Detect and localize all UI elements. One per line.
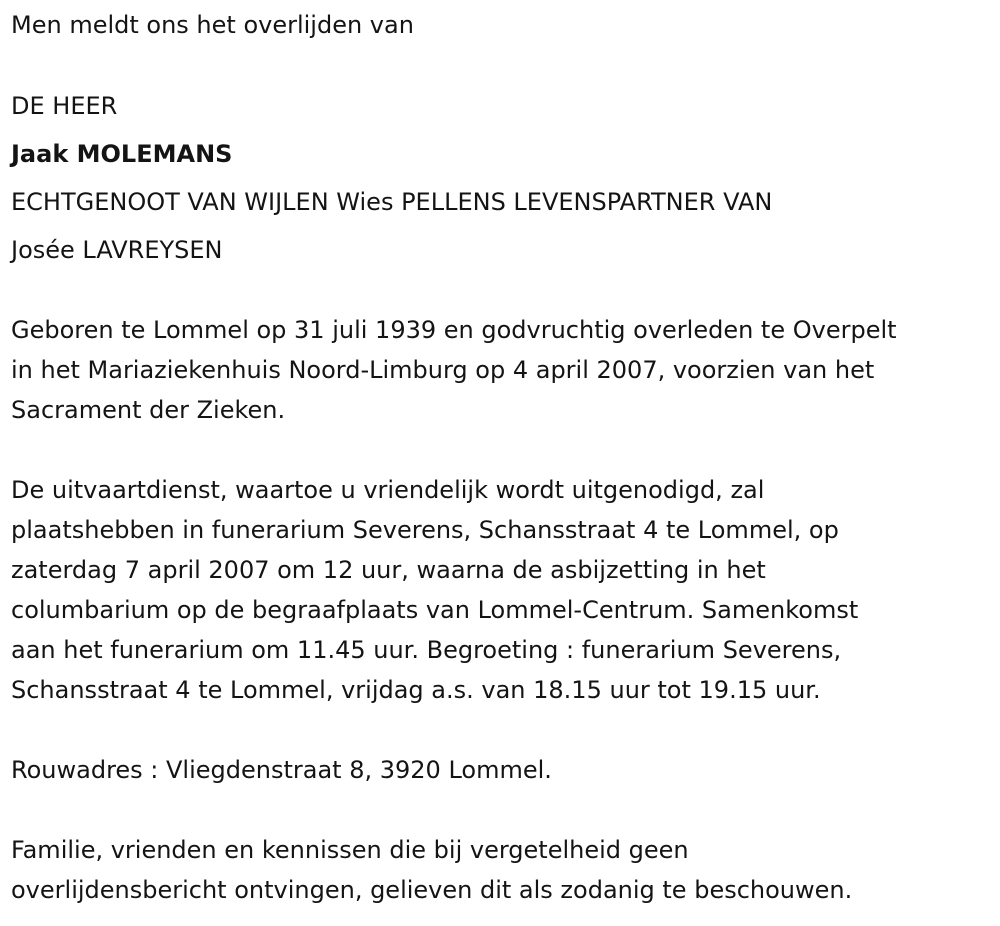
family-notice-paragraph	[11, 830, 852, 910]
paragraph-line: Sacrament der Zieken.	[11, 396, 286, 424]
paragraph-line: zaterdag 7 april 2007 om 12 uur, waarna de asbijzetting in het	[11, 556, 766, 584]
notice-intro: Men meldt ons het overlijden van	[11, 11, 414, 39]
paragraph-line: columbarium op de begraafplaats van Lommel-Centrum. Samenkomst	[11, 596, 859, 624]
paragraph-line: De uitvaartdienst, waartoe u vriendelijk wordt uitgenodigd, zal	[11, 476, 765, 504]
paragraph-line: in het Mariaziekenhuis Noord-Limburg op 4 april 2007, voorzien van het	[11, 356, 875, 384]
paragraph-line: Geboren te Lommel op 31 juli 1939 en godvruchtig overleden te Overpelt	[11, 316, 897, 344]
paragraph-line: Familie, vrienden en kennissen die bij vergetelheid geen	[11, 836, 689, 864]
paragraph-line: aan het funerarium om 11.45 uur. Begroeting : funerarium Severens,	[11, 636, 842, 664]
funeral-service-paragraph	[11, 470, 858, 710]
notice-title: DE HEER	[11, 92, 118, 120]
mourning-address-paragraph	[11, 750, 552, 790]
deceased-name: Jaak MOLEMANS	[11, 140, 233, 168]
birth-death-paragraph	[11, 310, 897, 430]
paragraph-line: overlijdensbericht ontvingen, gelieven dit als zodanig te beschouwen.	[11, 876, 853, 904]
paragraph-line: plaatshebben in funerarium Severens, Schansstraat 4 te Lommel, op	[11, 516, 839, 544]
paragraph-line: Rouwadres : Vliegdenstraat 8, 3920 Lommel.	[11, 756, 552, 784]
spouse-line: ECHTGENOOT VAN WIJLEN Wies PELLENS LEVENSPARTNER VAN	[11, 188, 773, 216]
partner-line: Josée LAVREYSEN	[11, 236, 223, 264]
paragraph-line: Schansstraat 4 te Lommel, vrijdag a.s. van 18.15 uur tot 19.15 uur.	[11, 676, 821, 704]
